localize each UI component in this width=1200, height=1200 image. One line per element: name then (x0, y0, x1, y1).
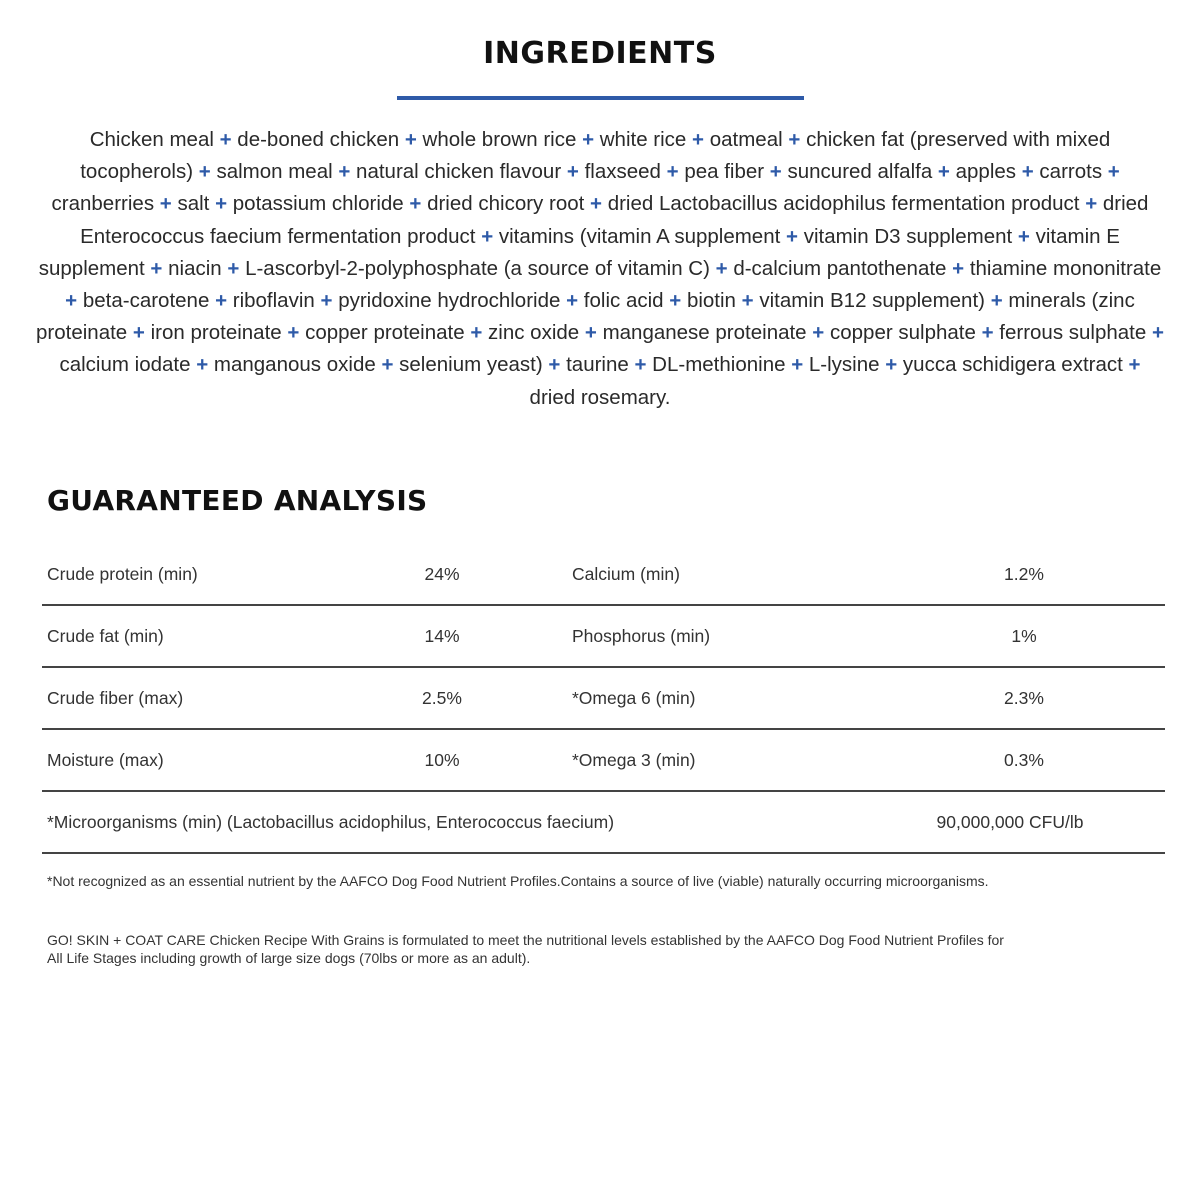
nutrient-name: Crude protein (min) (47, 564, 198, 584)
ingredient-item: riboflavin (232, 289, 315, 313)
plus-separator: + (287, 321, 300, 345)
ingredient-item: manganese proteinate (602, 321, 807, 345)
plus-separator: + (566, 160, 579, 184)
plus-separator: + (196, 353, 209, 377)
plus-separator: + (1107, 160, 1120, 184)
nutrient-name: Crude fiber (max) (47, 688, 184, 708)
ingredient-item: oatmeal (709, 128, 783, 151)
ingredient-item: whole brown rice (422, 128, 577, 151)
ingredient-item: yucca schidigera extract (902, 353, 1123, 377)
ingredient-item: pea fiber (684, 160, 765, 184)
ingredient-item: vitamin B12 supplement) (759, 289, 985, 313)
plus-separator: + (409, 192, 422, 216)
table-row-microorganisms (42, 792, 1165, 854)
ingredients-title: INGREDIENTS (483, 36, 717, 71)
ingredient-item: copper sulphate (829, 321, 976, 345)
plus-separator: + (215, 192, 228, 216)
ingredient-item: zinc oxide (488, 321, 580, 345)
plus-separator: + (219, 128, 232, 151)
plus-separator: + (952, 256, 965, 280)
ingredient-item: iron proteinate (150, 321, 282, 345)
plus-separator: + (812, 321, 825, 345)
plus-separator: + (582, 128, 595, 151)
ingredient-item: dried chicory root (427, 192, 585, 216)
ingredient-item: d-calcium pantothenate (733, 256, 947, 280)
ingredient-item: de-boned chicken (237, 128, 400, 151)
plus-separator: + (786, 224, 798, 248)
ingredient-item: niacin (168, 256, 222, 280)
plus-separator: + (885, 353, 898, 377)
guaranteed-analysis-title: GUARANTEED ANALYSIS (47, 484, 428, 517)
nutrient-value: 1.2% (1004, 564, 1044, 584)
table-row (42, 544, 1165, 606)
nutrient-value: 2.3% (1004, 688, 1044, 708)
nutrient-name: *Microorganisms (min) (Lactobacillus acidophilus, Enterococcus faecium) (47, 812, 615, 832)
plus-separator: + (65, 289, 78, 313)
ingredient-item: selenium yeast) (399, 353, 543, 377)
plus-separator: + (584, 321, 597, 345)
plus-separator: + (1085, 192, 1098, 216)
plus-separator: + (1151, 321, 1164, 345)
nutrient-value: 90,000,000 CFU/lb (936, 812, 1084, 832)
plus-separator: + (548, 353, 561, 377)
nutrient-name: *Omega 6 (min) (572, 688, 696, 708)
ingredient-item: apples (955, 160, 1017, 184)
plus-separator: + (227, 256, 240, 280)
ingredient-item: ferrous sulphate (999, 321, 1147, 345)
ingredient-item: minerals (zinc proteinate (36, 289, 1135, 345)
plus-separator: + (788, 128, 801, 151)
ingredient-item: Chicken meal (89, 128, 214, 151)
plus-separator: + (634, 353, 647, 377)
plus-separator: + (215, 289, 228, 313)
plus-separator: + (381, 353, 394, 377)
plus-separator: + (338, 160, 351, 184)
aafco-statement-line: GO! SKIN + COAT CARE Chicken Recipe With Grains is formulated to meet the nutritional levels established by the AAFCO Dog Food Nutrient Profiles for (47, 932, 1004, 948)
ingredient-item: carrots (1039, 160, 1103, 184)
plus-separator: + (715, 256, 728, 280)
ingredient-item: taurine (566, 353, 629, 377)
guaranteed-analysis-table (42, 544, 1165, 854)
plus-separator: + (320, 289, 333, 313)
plus-separator: + (590, 192, 602, 216)
nutrient-value: 1% (1011, 626, 1037, 646)
ingredient-item: dried Lactobacillus acidophilus fermentation product (607, 192, 1080, 216)
ingredient-item: flaxseed (584, 160, 661, 184)
nutrient-name: Calcium (min) (572, 564, 680, 584)
plus-separator: + (981, 321, 994, 345)
ingredient-item: dried Enterococcus faecium fermentation product (80, 192, 1149, 248)
plus-separator: + (566, 289, 579, 313)
footnote: *Not recognized as an essential nutrient by the AAFCO Dog Food Nutrient Profiles.Contains a source of live (viable) naturally occurring microorganisms. (47, 873, 989, 889)
ingredient-item: pyridoxine hydrochloride (338, 289, 561, 313)
plus-separator: + (741, 289, 754, 313)
ingredient-item: salmon meal (216, 160, 333, 184)
ingredient-item: chicken fat (preserved with mixed tocopherols) (80, 128, 1111, 184)
ingredient-item: L-lysine (808, 353, 880, 377)
nutrient-value: 2.5% (422, 688, 462, 708)
ingredients-list (36, 124, 1164, 414)
ingredient-item: manganous oxide (213, 353, 376, 377)
ingredient-item: potassium chloride (232, 192, 404, 216)
plus-separator: + (692, 128, 705, 151)
nutrient-name: *Omega 3 (min) (572, 750, 696, 770)
aafco-statement-line: All Life Stages including growth of large size dogs (70lbs or more as an adult). (47, 949, 531, 966)
plus-separator: + (791, 353, 804, 377)
nutrient-name: Crude fat (min) (47, 626, 164, 646)
plus-separator: + (769, 160, 782, 184)
plus-separator: + (937, 160, 950, 184)
ingredient-item: thiamine mononitrate (969, 256, 1162, 280)
plus-separator: + (1017, 224, 1030, 248)
table-row (42, 668, 1165, 730)
plus-separator: + (470, 321, 483, 345)
plus-separator: + (666, 160, 679, 184)
ingredient-item: beta-carotene (82, 289, 210, 313)
plus-separator: + (1021, 160, 1034, 184)
ingredient-item: vitamin E supplement (38, 224, 1120, 280)
ingredient-item: biotin (686, 289, 736, 313)
plus-separator: + (990, 289, 1003, 313)
plus-separator: + (150, 256, 163, 280)
nutrient-name: Moisture (max) (47, 750, 164, 770)
ingredient-item: vitamin D3 supplement (803, 224, 1013, 248)
plus-separator: + (669, 289, 682, 313)
plus-separator: + (159, 192, 172, 216)
nutrient-value: 10% (424, 750, 460, 770)
ingredient-item: natural chicken flavour (356, 160, 562, 184)
ingredient-item: calcium iodate (59, 353, 191, 377)
ingredient-item: DL-methionine (652, 353, 786, 377)
ingredient-item: folic acid (583, 289, 664, 313)
plus-separator: + (198, 160, 211, 184)
ingredient-item: dried rosemary. (529, 385, 671, 409)
nutrient-name: Phosphorus (min) (572, 626, 711, 646)
plus-separator: + (481, 224, 494, 248)
ingredient-item: salt (177, 192, 210, 216)
ingredient-item: copper proteinate (305, 321, 465, 345)
ingredients-title-underline (397, 96, 804, 100)
ingredient-item: white rice (599, 128, 687, 151)
ingredient-item: vitamins (vitamin A supplement (498, 224, 781, 248)
aafco-statement (47, 932, 1157, 967)
ingredient-item: cranberries (51, 192, 155, 216)
plus-separator: + (132, 321, 145, 345)
nutrient-value: 0.3% (1004, 750, 1044, 770)
nutrient-value: 24% (424, 564, 460, 584)
ingredient-item: suncured alfalfa (787, 160, 933, 184)
table-row (42, 606, 1165, 668)
plus-separator: + (404, 128, 417, 151)
nutrient-value: 14% (424, 626, 460, 646)
plus-separator: + (1128, 353, 1141, 377)
table-row (42, 730, 1165, 792)
ingredient-item: L-ascorbyl-2-polyphosphate (a source of vitamin C) (245, 256, 710, 280)
